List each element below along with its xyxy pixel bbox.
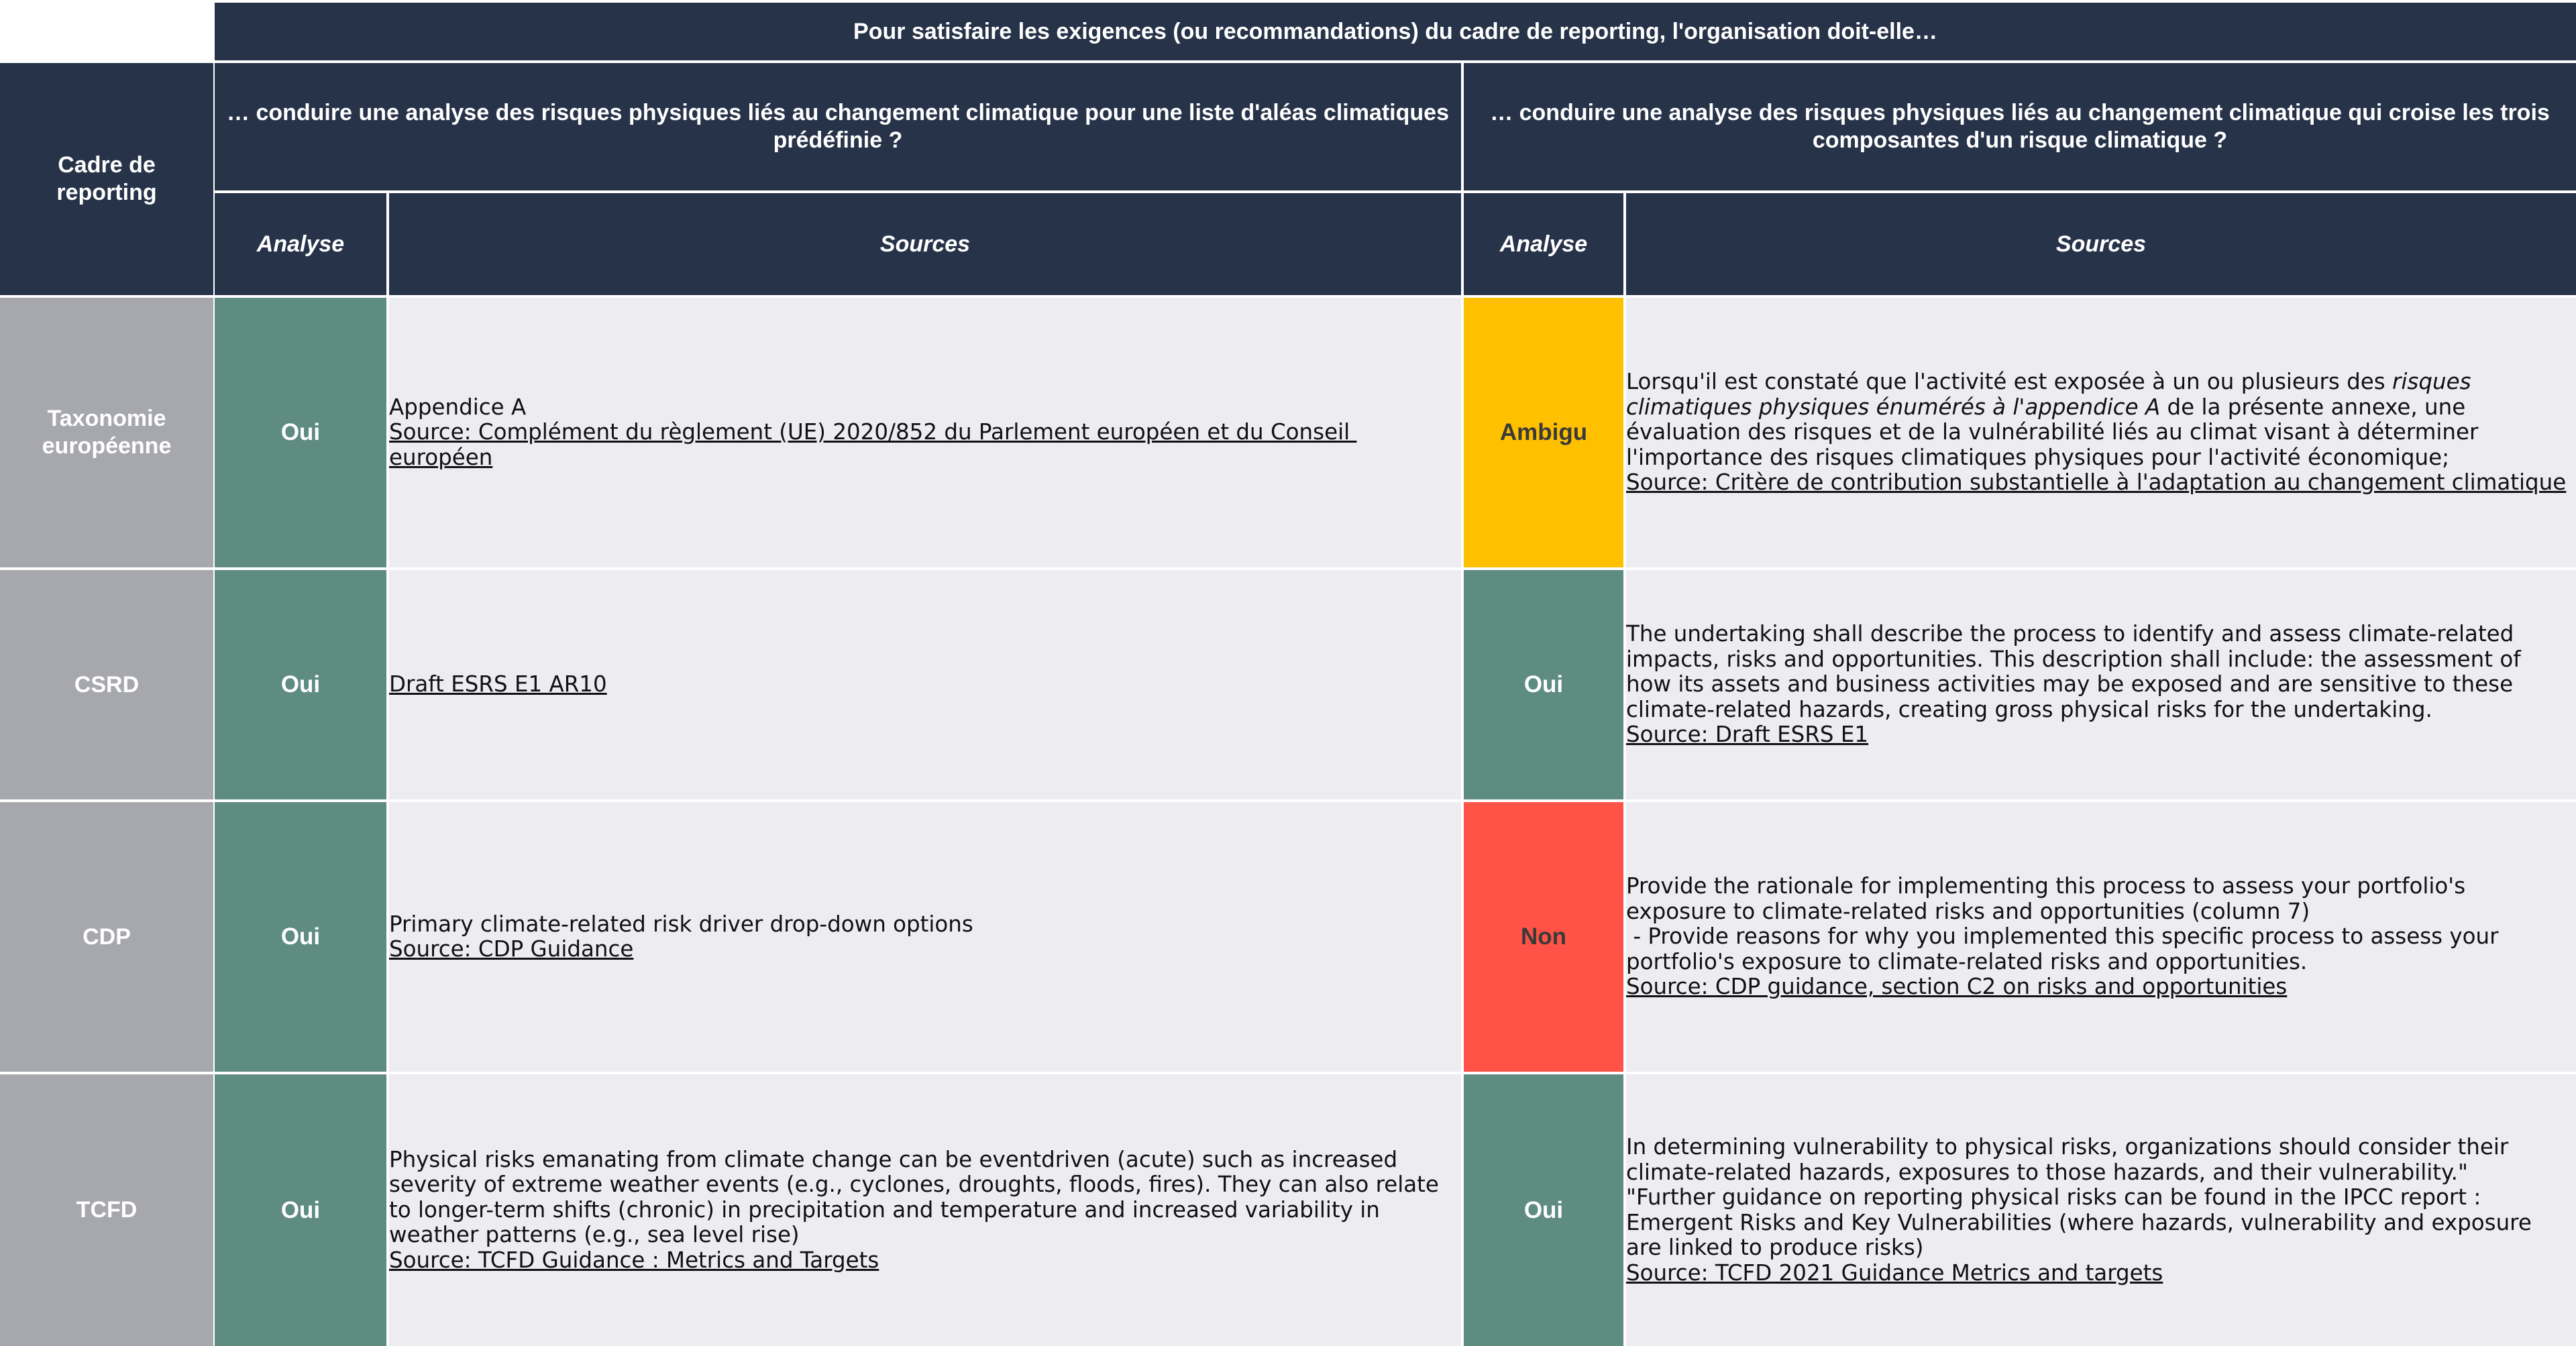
source-link[interactable]: Source: Critère de contribution substantielle à l'adaptation au changement climatique <box>1626 469 2567 496</box>
status-badge-taxonomie-1: Oui <box>215 298 386 567</box>
table-title-header: Pour satisfaire les exigences (ou recommandations) du cadre de reporting, l'organisation doit-elle… <box>215 3 2576 60</box>
source-text: Provide the rationale for implementing this process to assess your portfolio's exposure to climate-related risks and opportunities (column 7) - Provide reasons for why you implemented this specific process to assess your portfolio's exposure to climate-related risks and opportunities. <box>1626 873 2499 974</box>
status-badge-csrd-2: Oui <box>1464 570 1623 799</box>
sources-tcfd-2 <box>1626 1074 2576 1346</box>
status-badge-tcfd-1: Oui <box>215 1074 386 1346</box>
source-text: In determining vulnerability to physical risks, organizations should consider their climate-related hazards, exposures to those hazards, and their vulnerability." "Further guidance on reporting physical risks can be found in the IPCC report : Emergent Risks and Key Vulnerabilities (where hazards, vulnerability and exposure are linked to produce risks) <box>1626 1134 2532 1260</box>
source-link[interactable]: Source: CDP Guidance <box>389 936 634 962</box>
source-link[interactable]: Source: TCFD 2021 Guidance Metrics and targets <box>1626 1259 2163 1286</box>
sources-csrd-1 <box>389 570 1461 799</box>
sources-taxonomie-1 <box>389 298 1461 567</box>
subheader-analyse-1: Analyse <box>215 193 386 295</box>
row-header-taxonomie: Taxonomie européenne <box>0 298 213 567</box>
sources-cdp-1 <box>389 802 1461 1072</box>
row-header-cdp: CDP <box>0 802 213 1072</box>
group-header-predefined-list: … conduire une analyse des risques physiques liés au changement climatique pour une liste d'aléas climatiques prédéfinie ? <box>215 63 1461 190</box>
sources-taxonomie-2 <box>1626 298 2576 567</box>
row-header-csrd: CSRD <box>0 570 213 799</box>
status-badge-tcfd-2: Oui <box>1464 1074 1623 1346</box>
row-header-tcfd: TCFD <box>0 1074 213 1346</box>
sources-tcfd-1 <box>389 1074 1461 1346</box>
source-text: Primary climate-related risk driver drop-down options <box>389 911 973 937</box>
status-badge-cdp-2: Non <box>1464 802 1623 1072</box>
source-link[interactable]: Source: Complément du règlement (UE) 2020/852 du Parlement européen et du Conseil européen <box>389 419 1357 470</box>
source-text: Appendice A <box>389 394 527 420</box>
sources-csrd-2 <box>1626 570 2576 799</box>
source-link[interactable]: Source: Draft ESRS E1 <box>1626 722 1869 748</box>
source-text: Physical risks emanating from climate change can be eventdriven (acute) such as increased severity of extreme weather events (e.g., cyclones, droughts, floods, fires). They can also relate to longer-term shifts (chronic) in precipitation and temperature and increased variability in weather patterns (e.g., sea level rise) <box>389 1146 1446 1248</box>
status-badge-taxonomie-2: Ambigu <box>1464 298 1623 567</box>
group-header-three-components: … conduire une analyse des risques physiques liés au changement climatique qui croise les trois composantes d'un risque climatique ? <box>1464 63 2576 190</box>
source-text: Lorsqu'il est constaté que l'activité est exposée à un ou plusieurs des risques climatiques physiques énumérés à l'appendice A de la présente annexe, une évaluation des risques et de la vulnérabilité liés au climat visant à déterminer l'importance des risques climatiques physiques pour l'activité économique; <box>1626 369 2485 470</box>
corner-blank <box>0 0 213 60</box>
source-link[interactable]: Source: CDP guidance, section C2 on risks and opportunities <box>1626 974 2288 1000</box>
sources-cdp-2 <box>1626 802 2576 1072</box>
column-header-frame: Cadre de reporting <box>0 63 213 295</box>
source-link[interactable]: Draft ESRS E1 AR10 <box>389 671 607 697</box>
source-text: The undertaking shall describe the process to identify and assess climate-related impacts, risks and opportunities. This description shall include: the assessment of how its assets and business activities may be exposed and are sensitive to these climate-related hazards, creating gross physical risks for the undertaking. <box>1626 621 2528 722</box>
subheader-analyse-2: Analyse <box>1464 193 1623 295</box>
status-badge-cdp-1: Oui <box>215 802 386 1072</box>
status-badge-csrd-1: Oui <box>215 570 386 799</box>
subheader-sources-1: Sources <box>389 193 1461 295</box>
subheader-sources-2: Sources <box>1626 193 2576 295</box>
source-link[interactable]: Source: TCFD Guidance : Metrics and Targets <box>389 1247 879 1273</box>
